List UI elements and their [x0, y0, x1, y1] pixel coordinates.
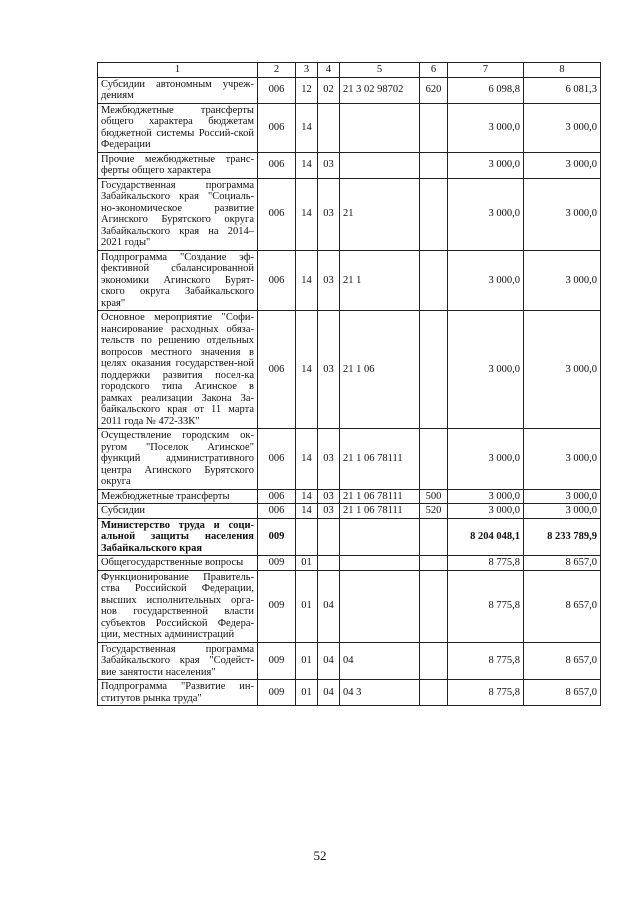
amount-year-2: 8 657,0	[524, 556, 601, 571]
table-row	[98, 504, 601, 519]
amount-year-1: 3 000,0	[448, 178, 524, 250]
subsection-code: 04	[318, 680, 340, 706]
column-header: 4	[318, 63, 340, 78]
admin-code: 009	[258, 642, 296, 680]
target-article-code: 21 1 06	[340, 311, 420, 429]
amount-year-1: 3 000,0	[448, 504, 524, 519]
table-row	[98, 250, 601, 311]
section-code: 01	[296, 556, 318, 571]
amount-year-2: 3 000,0	[524, 429, 601, 490]
section-code: 12	[296, 77, 318, 103]
expense-type-code	[420, 103, 448, 152]
column-header: 6	[420, 63, 448, 78]
table-body	[98, 77, 601, 706]
expense-type-code	[420, 152, 448, 178]
section-code: 14	[296, 429, 318, 490]
target-article-code: 21 3 02 98702	[340, 77, 420, 103]
row-name: Государственная программа Забайкальского края "Содейст-вие занятости населения"	[98, 642, 258, 680]
amount-year-1: 8 775,8	[448, 556, 524, 571]
row-name: Основное мероприятие "Софи-нансирование расходных обяза-тельств по решению отдельных вопросов местного значения в целях оказания государствен-ной поддержки развития посел-ка городского типа Агинское в рамках реализации Закона За-байкальского края от 11 марта 2011 года № 472-ЗЗК"	[98, 311, 258, 429]
amount-year-1: 8 775,8	[448, 680, 524, 706]
row-name: Субсидии автономным учреж-дениям	[98, 77, 258, 103]
subsection-code: 02	[318, 77, 340, 103]
subsection-code: 03	[318, 311, 340, 429]
subsection-code: 03	[318, 429, 340, 490]
amount-year-2: 3 000,0	[524, 250, 601, 311]
subsection-code: 04	[318, 642, 340, 680]
expense-type-code: 520	[420, 504, 448, 519]
row-name: Межбюджетные трансферты	[98, 489, 258, 504]
amount-year-2: 6 081,3	[524, 77, 601, 103]
table-row	[98, 570, 601, 642]
admin-code: 006	[258, 311, 296, 429]
target-article-code	[340, 570, 420, 642]
target-article-code: 21	[340, 178, 420, 250]
admin-code: 006	[258, 103, 296, 152]
row-name: Осуществление городским ок-ругом "Поселок Агинское" функций административного центра Агинского Бурятского округа	[98, 429, 258, 490]
section-code: 14	[296, 103, 318, 152]
amount-year-2: 3 000,0	[524, 178, 601, 250]
admin-code: 006	[258, 489, 296, 504]
amount-year-1: 8 775,8	[448, 642, 524, 680]
target-article-code	[340, 103, 420, 152]
amount-year-2: 8 657,0	[524, 642, 601, 680]
column-header: 1	[98, 63, 258, 78]
expense-type-code	[420, 518, 448, 556]
row-name: Прочие межбюджетные транс-ферты общего характера	[98, 152, 258, 178]
row-name: Общегосударственные вопросы	[98, 556, 258, 571]
subsection-code	[318, 556, 340, 571]
admin-code: 009	[258, 570, 296, 642]
amount-year-1: 8 775,8	[448, 570, 524, 642]
amount-year-1: 3 000,0	[448, 103, 524, 152]
subsection-code: 03	[318, 178, 340, 250]
section-code: 14	[296, 311, 318, 429]
row-name: Подпрограмма "Создание эф-фективной сбалансированной экономики Агинского Бурят-ского округа Забайкальского края"	[98, 250, 258, 311]
table-row	[98, 680, 601, 706]
table-row	[98, 178, 601, 250]
admin-code: 006	[258, 152, 296, 178]
target-article-code: 21 1 06 78111	[340, 429, 420, 490]
amount-year-1: 3 000,0	[448, 250, 524, 311]
amount-year-1: 3 000,0	[448, 311, 524, 429]
section-code: 14	[296, 178, 318, 250]
admin-code: 009	[258, 556, 296, 571]
subsection-code: 03	[318, 152, 340, 178]
admin-code: 006	[258, 504, 296, 519]
admin-code: 006	[258, 178, 296, 250]
section-code: 01	[296, 642, 318, 680]
target-article-code	[340, 518, 420, 556]
row-name: Подпрограмма "Развитие ин-ститутов рынка труда"	[98, 680, 258, 706]
target-article-code	[340, 556, 420, 571]
column-header: 3	[296, 63, 318, 78]
section-code: 14	[296, 489, 318, 504]
amount-year-2: 3 000,0	[524, 489, 601, 504]
section-code: 14	[296, 504, 318, 519]
table-row	[98, 642, 601, 680]
expense-type-code	[420, 556, 448, 571]
target-article-code: 21 1	[340, 250, 420, 311]
expense-type-code	[420, 178, 448, 250]
row-name: Государственная программа Забайкальского края "Социаль-но-экономическое развитие Агинского Бурятского округа Забайкальского края на 2014–2021 годы"	[98, 178, 258, 250]
target-article-code: 04	[340, 642, 420, 680]
row-name: Министерство труда и соци-альной защиты населения Забайкальского края	[98, 518, 258, 556]
expense-type-code	[420, 250, 448, 311]
row-name: Функционирование Правитель-ства Российской Федерации, высших исполнительных орга-нов государственной власти субъектов Российской Федера-ции, местных администраций	[98, 570, 258, 642]
target-article-code	[340, 152, 420, 178]
column-header: 7	[448, 63, 524, 78]
subsection-code: 04	[318, 570, 340, 642]
section-code: 14	[296, 250, 318, 311]
amount-year-1: 6 098,8	[448, 77, 524, 103]
target-article-code: 04 3	[340, 680, 420, 706]
section-code: 01	[296, 570, 318, 642]
expense-type-code	[420, 311, 448, 429]
subsection-code	[318, 103, 340, 152]
page-number: 52	[313, 848, 327, 863]
admin-code: 006	[258, 429, 296, 490]
amount-year-2: 8 657,0	[524, 680, 601, 706]
table-row	[98, 429, 601, 490]
column-header: 2	[258, 63, 296, 78]
target-article-code: 21 1 06 78111	[340, 504, 420, 519]
row-name: Межбюджетные трансферты общего характера бюджетам бюджетной системы Россий-ской Федерации	[98, 103, 258, 152]
row-name: Субсидии	[98, 504, 258, 519]
admin-code: 009	[258, 518, 296, 556]
table-header-row	[98, 63, 601, 78]
section-code: 01	[296, 680, 318, 706]
subsection-code: 03	[318, 250, 340, 311]
expense-type-code	[420, 680, 448, 706]
amount-year-1: 3 000,0	[448, 152, 524, 178]
table-row	[98, 518, 601, 556]
amount-year-2: 3 000,0	[524, 311, 601, 429]
expense-type-code	[420, 429, 448, 490]
table-row	[98, 556, 601, 571]
amount-year-2: 3 000,0	[524, 152, 601, 178]
amount-year-2: 3 000,0	[524, 103, 601, 152]
admin-code: 006	[258, 250, 296, 311]
table-row	[98, 489, 601, 504]
amount-year-1: 3 000,0	[448, 489, 524, 504]
amount-year-1: 8 204 048,1	[448, 518, 524, 556]
expense-type-code: 500	[420, 489, 448, 504]
budget-table	[97, 62, 601, 706]
column-header: 5	[340, 63, 420, 78]
expense-type-code: 620	[420, 77, 448, 103]
amount-year-1: 3 000,0	[448, 429, 524, 490]
table-row	[98, 103, 601, 152]
target-article-code: 21 1 06 78111	[340, 489, 420, 504]
column-header: 8	[524, 63, 601, 78]
admin-code: 009	[258, 680, 296, 706]
table-row	[98, 311, 601, 429]
expense-type-code	[420, 570, 448, 642]
section-code	[296, 518, 318, 556]
subsection-code: 03	[318, 504, 340, 519]
amount-year-2: 8 657,0	[524, 570, 601, 642]
amount-year-2: 8 233 789,9	[524, 518, 601, 556]
amount-year-2: 3 000,0	[524, 504, 601, 519]
table-row	[98, 77, 601, 103]
section-code: 14	[296, 152, 318, 178]
admin-code: 006	[258, 77, 296, 103]
expense-type-code	[420, 642, 448, 680]
subsection-code: 03	[318, 489, 340, 504]
subsection-code	[318, 518, 340, 556]
table-row	[98, 152, 601, 178]
